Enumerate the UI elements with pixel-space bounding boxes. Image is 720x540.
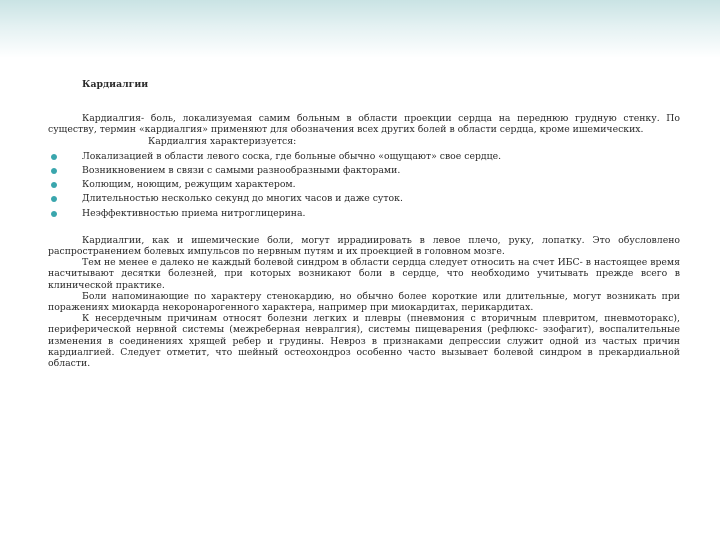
list-item-text: Длительностью несколько секунд до многих часов и даже суток.	[82, 193, 403, 205]
paragraph-myocardial: Боли напоминающие по характеру стенокардию, но обычно более короткие или длительные, могут возникать при поражениях миокарда некоронарогенного характера, например при миокардитах, перикардитах.	[48, 290, 680, 313]
list-item-text: Возникновением в связи с самыми разнообразными факторами.	[82, 165, 401, 176]
characteristics-list	[48, 150, 680, 221]
list-item	[48, 178, 680, 192]
list-item	[48, 192, 680, 206]
list-item	[48, 164, 680, 178]
document-title: Кардиалгии	[82, 79, 149, 90]
list-item-text: Колющим, ноющим, режущим характером.	[82, 179, 296, 191]
paragraph-differential: Тем не менее е далеко не каждый болевой синдром в области сердца следует относить на счет ИБС- в настоящее время насчитывают десятки болезней, при которых возникают боли в сердце, что необходимо учитывать прежде всего в клинической практике.	[48, 257, 680, 291]
header-gradient-band	[0, 0, 720, 58]
spacer	[48, 221, 680, 235]
list-item-text: Локализацией в области левого соска, где больные обычно «ощущают» свое сердце.	[82, 150, 502, 162]
bullet-dot-icon	[51, 168, 57, 174]
bullet-dot-icon	[51, 154, 57, 160]
bullet-dot-icon	[51, 211, 57, 217]
document-content	[48, 79, 680, 369]
list-item	[48, 207, 680, 221]
characterized-heading: Кардиалгия характеризуется:	[148, 135, 297, 147]
bullet-dot-icon	[51, 182, 57, 188]
paragraph-irradiation: Кардиалгии, как и ишемические боли, могут иррадиировать в левое плечо, руку, лопатку. Это обусловлено распространением болевых импульсов по нервным путям и их проекцией в головном мозге.	[48, 234, 680, 257]
list-item	[48, 150, 680, 164]
paragraph-noncardiac: К несердечным причинам относят болезни легких и плевры (пневмония с вторичным плевритом, пневмоторакс), периферической нервной системы (межреберная невралгия), системы пищеварения (рефлюкс- эзофагит), воспалительные изменения в соединениях хрящей ребер и грудины. Невроз в признаками депрессии служит одной из частых причин кардиалгией. Следует отметит, что шейный остеохондроз особенно часто вызывает болевой синдром в прекардиальной области.	[48, 313, 680, 369]
bullet-dot-icon	[51, 196, 57, 202]
list-item-text: Неэффективностью приема нитроглицерина.	[82, 207, 306, 219]
paragraph-definition: Кардиалгия- боль, локализуемая самим больным в области проекции сердца на переднюю грудную стенку. По существу, термин «кардиалгия» применяют для обозначения всех других болей в области сердца, кроме ишемических.	[48, 113, 680, 136]
